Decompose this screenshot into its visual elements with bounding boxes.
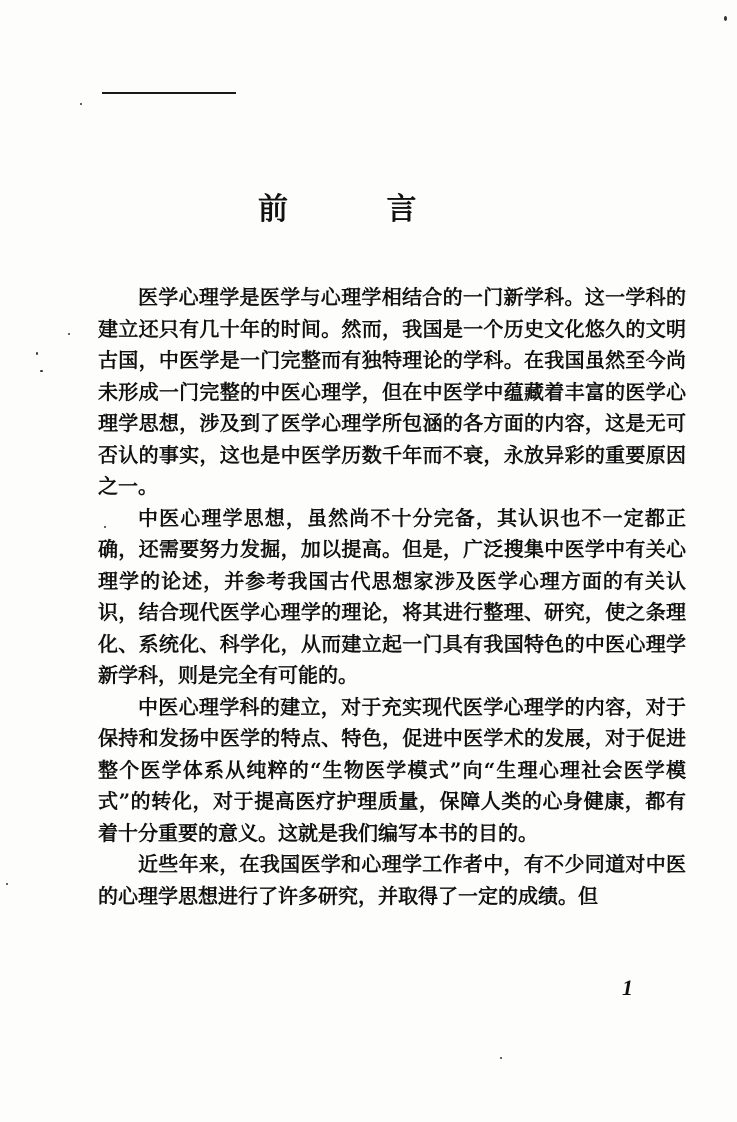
- scan-speck: [80, 103, 82, 105]
- scan-speck: [500, 1057, 502, 1059]
- body-text: [98, 282, 686, 912]
- page-title: 前 言: [258, 192, 461, 227]
- paragraph-4: 近些年来，在我国医学和心理学工作者中，有不少同道对中医的心理学思想进行了许多研究，并取得了一定的成绩。但: [98, 852, 686, 908]
- paragraph-3: 中医心理学科的建立，对于充实现代医学心理学的内容，对于保持和发扬中医学的特点、特色，促进中医学术的发展，对于促进整个医学体系从纯粹的“生物医学模式”向“生理心理社会医学模式”的转化，对于提高医疗护理质量，保障人类的心身健康，都有着十分重要的意义。这就是我们编写本书的目的。: [98, 694, 686, 845]
- page-number: 1: [622, 975, 633, 1000]
- paragraph-2: 中医心理学思想，虽然尚不十分完备，其认识也不一定都正确，还需要努力发掘，加以提高。但是，广泛搜集中医学中有关心理学的论述，并参考我国古代思想家涉及医学心理方面的有关认识，结合现代医学心理学的理论，将其进行整理、研究，使之条理化、系统化、科学化，从而建立起一门具有我国特色的中医心理学新学科，则是完全有可能的。: [98, 505, 686, 687]
- scan-speck: [40, 370, 43, 372]
- scan-speck: [724, 16, 727, 21]
- scan-speck: [104, 526, 106, 528]
- paragraph-1: 医学心理学是医学与心理学相结合的一门新学科。这一学科的建立还只有几十年的时间。然而，我国是一个历史文化悠久的文明古国，中医学是一门完整而有独特理论的学科。在我国虽然至今尚未形成一门完整的中医心理学，但在中医学中蕴藏着丰富的医学心理学思想，涉及到了医学心理学所包涵的各方面的内容，这是无可否认的事实，这也是中医学历数千年而不衰，永放异彩的重要原因之一。: [98, 285, 686, 498]
- scan-speck: [68, 333, 70, 335]
- scan-speck: [36, 352, 38, 355]
- scan-speck: [6, 883, 8, 885]
- header-rule: [102, 92, 236, 94]
